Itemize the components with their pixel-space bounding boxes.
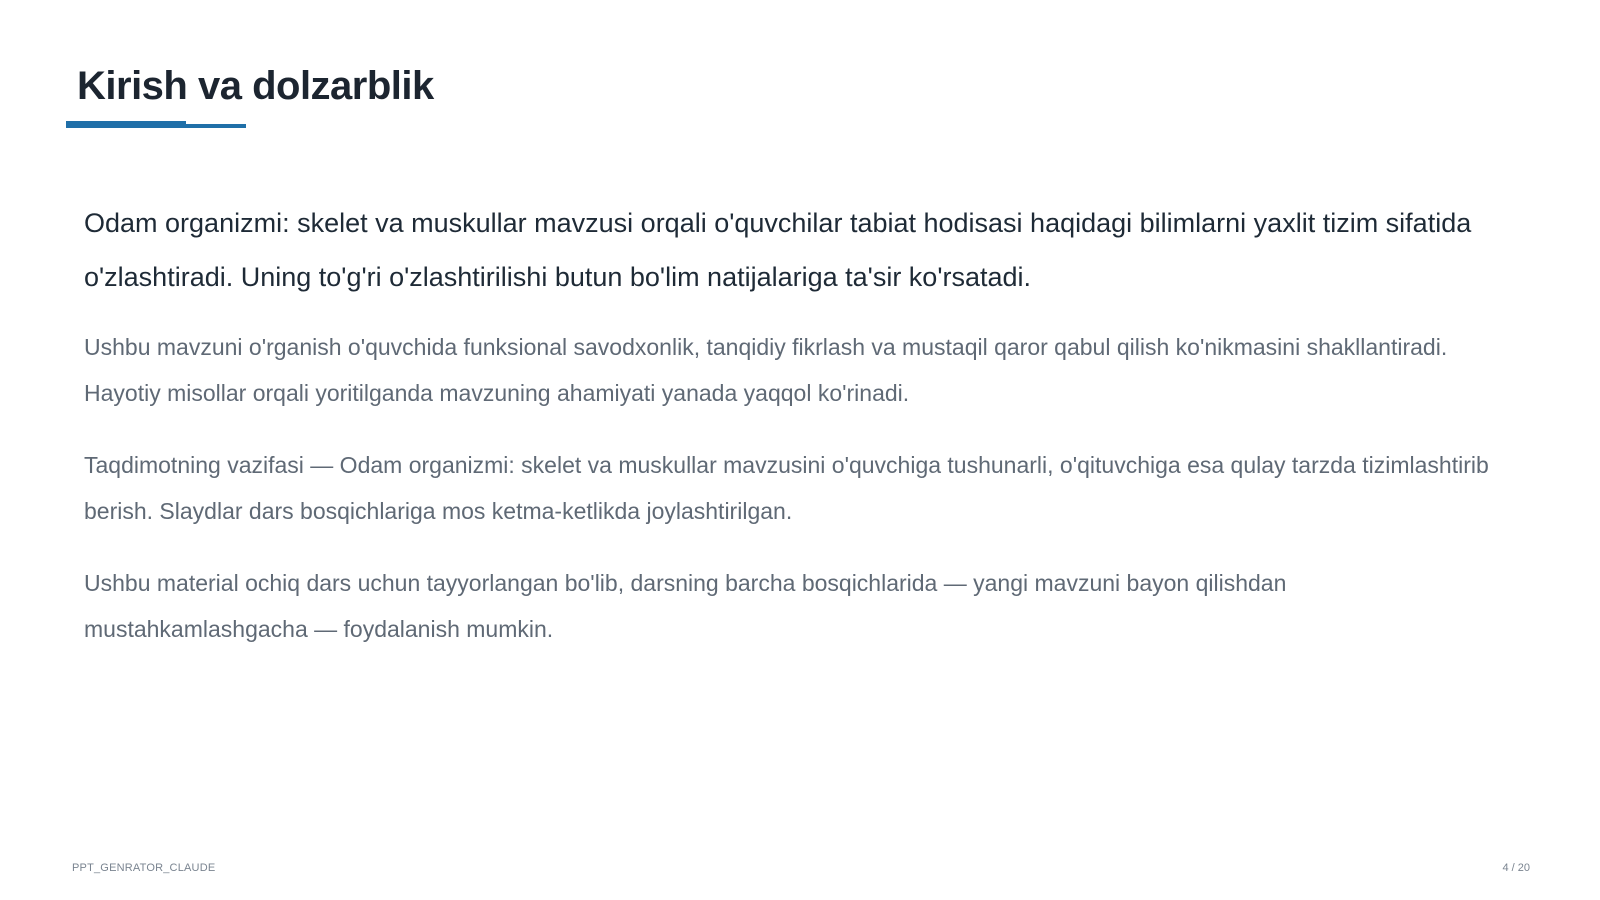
- body-paragraph-3: Ushbu material ochiq dars uchun tayyorlangan bo'lib, darsning barcha bosqichlarida — yangi mavzuni bayon qilishdan mustahkamlashgacha — foydalanish mumkin.: [84, 570, 1287, 642]
- body-paragraph-1: Ushbu mavzuni o'rganish o'quvchida funksional savodxonlik, tanqidiy fikrlash va mustaqil qaror qabul qilish ko'nikmasini shakllantiradi. Hayotiy misollar orqali yoritilganda mavzuning ahamiyati yanada yaqqol ko'rinadi.: [84, 334, 1448, 406]
- footer-brand: PPT_GENRATOR_CLAUDE: [72, 862, 216, 874]
- page-indicator: 4 / 20: [1502, 862, 1530, 874]
- body-paragraph-2: Taqdimotning vazifasi — Odam organizmi: skelet va muskullar mavzusini o'quvchiga tushunarli, o'qituvchiga esa qulay tarzda tizimlashtirib berish. Slaydlar dars bosqichlariga mos ketma-ketlikda joylashtirilgan.: [84, 452, 1489, 524]
- lead-paragraph: Odam organizmi: skelet va muskullar mavzusi orqali o'quvchilar tabiat hodisasi haqidagi bilimlarni yaxlit tizim sifatida o'zlashtiradi. Uning to'g'ri o'zlashtirilishi butun bo'lim natijalariga ta'sir ko'rsatadi.: [84, 208, 1472, 292]
- title-underline: [66, 124, 246, 128]
- slide-title: Kirish va dolzarblik: [77, 64, 434, 108]
- slide-body: [84, 196, 1504, 678]
